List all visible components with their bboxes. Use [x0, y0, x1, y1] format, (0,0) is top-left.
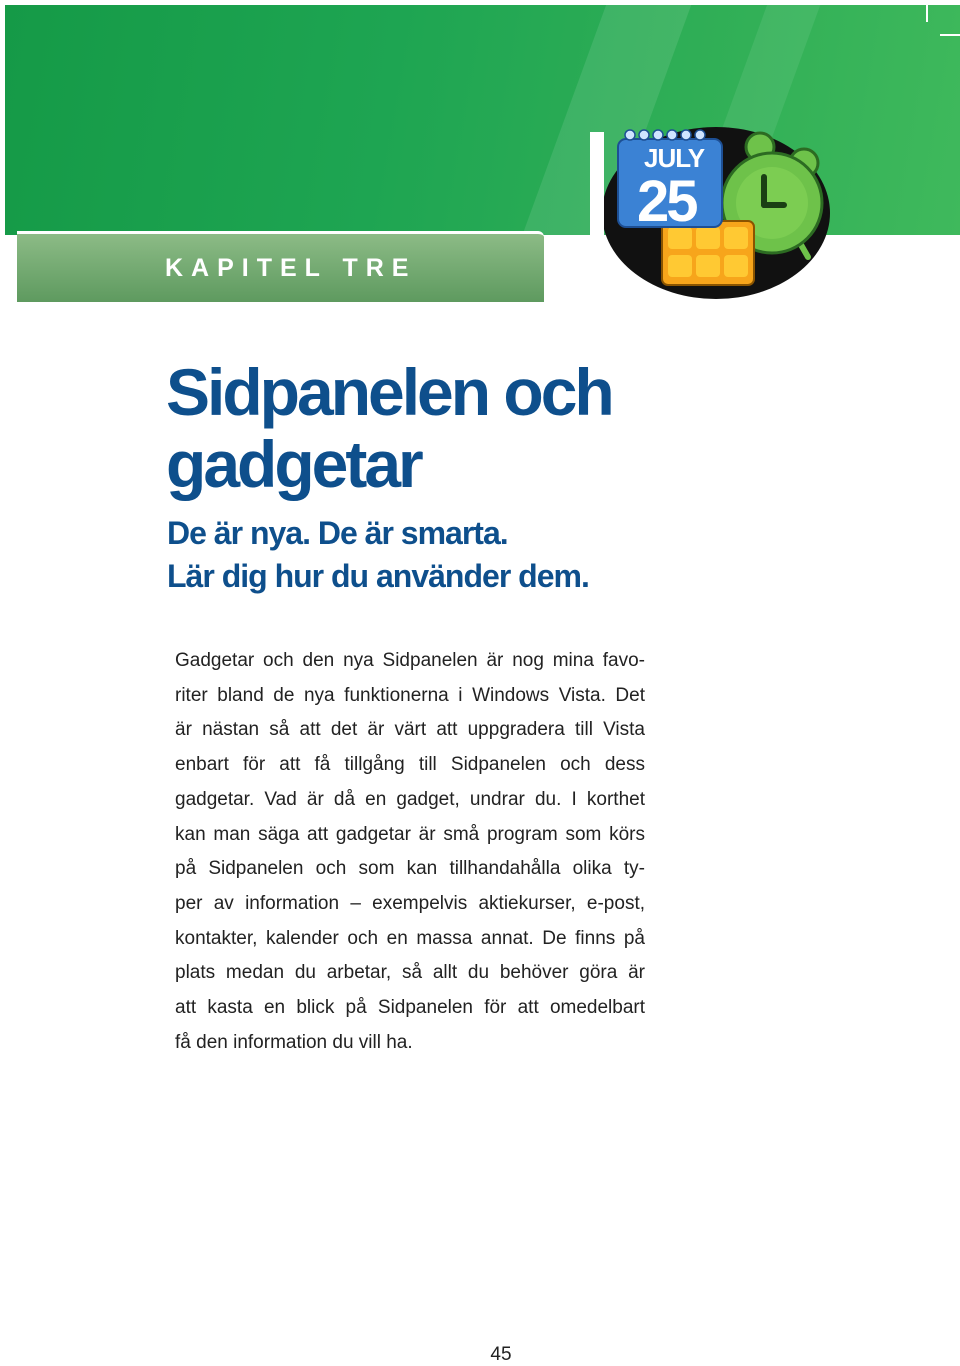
page-title — [166, 356, 612, 500]
body-line: enbart för att få tillgång till Sidpanelen och dess — [175, 754, 645, 776]
body-line: kan man säga att gadgetar är små program som körs — [175, 823, 645, 845]
chapter-tab — [17, 231, 544, 302]
title-line: Sidpanelen och — [166, 355, 612, 429]
body-line: är nästan så att det är värt att uppgradera till Vista — [175, 719, 645, 741]
calendar-month: JULY — [644, 143, 705, 173]
body-line: riter bland de nya funktionerna i Windows Vista. Det — [175, 684, 645, 706]
body-line: plats medan du arbetar, så allt du behöver göra är — [175, 962, 645, 984]
calendar-clock-icon — [604, 125, 844, 305]
body-line: kontakter, kalender och en massa annat. De finns på — [175, 927, 645, 949]
body-line: Gadgetar och den nya Sidpanelen är nog mina favo- — [175, 650, 645, 671]
body-line: på Sidpanelen och som kan tillhandahålla olika ty- — [175, 858, 645, 880]
calendar-day: 25 — [637, 169, 696, 234]
body-line: per av information – exempelvis aktiekurser, e-post, — [175, 892, 645, 914]
chapter-label: KAPITEL TRE — [165, 254, 417, 282]
subtitle-line: De är nya. De är smarta. — [167, 515, 508, 551]
crop-mark — [926, 0, 928, 22]
body-line: att kasta en blick på Sidpanelen för att omedelbart — [175, 997, 645, 1019]
body-line: gadgetar. Vad är då en gadget, undrar du. I korthet — [175, 788, 645, 810]
crop-mark — [940, 34, 960, 36]
page-subtitle — [167, 512, 589, 598]
page-number: 45 — [490, 1344, 512, 1365]
body-line: få den information du vill ha. — [175, 1031, 413, 1053]
body-paragraph — [175, 644, 645, 1060]
banner-divider — [590, 132, 604, 252]
subtitle-line: Lär dig hur du använder dem. — [167, 558, 589, 594]
title-line: gadgetar — [166, 427, 421, 501]
